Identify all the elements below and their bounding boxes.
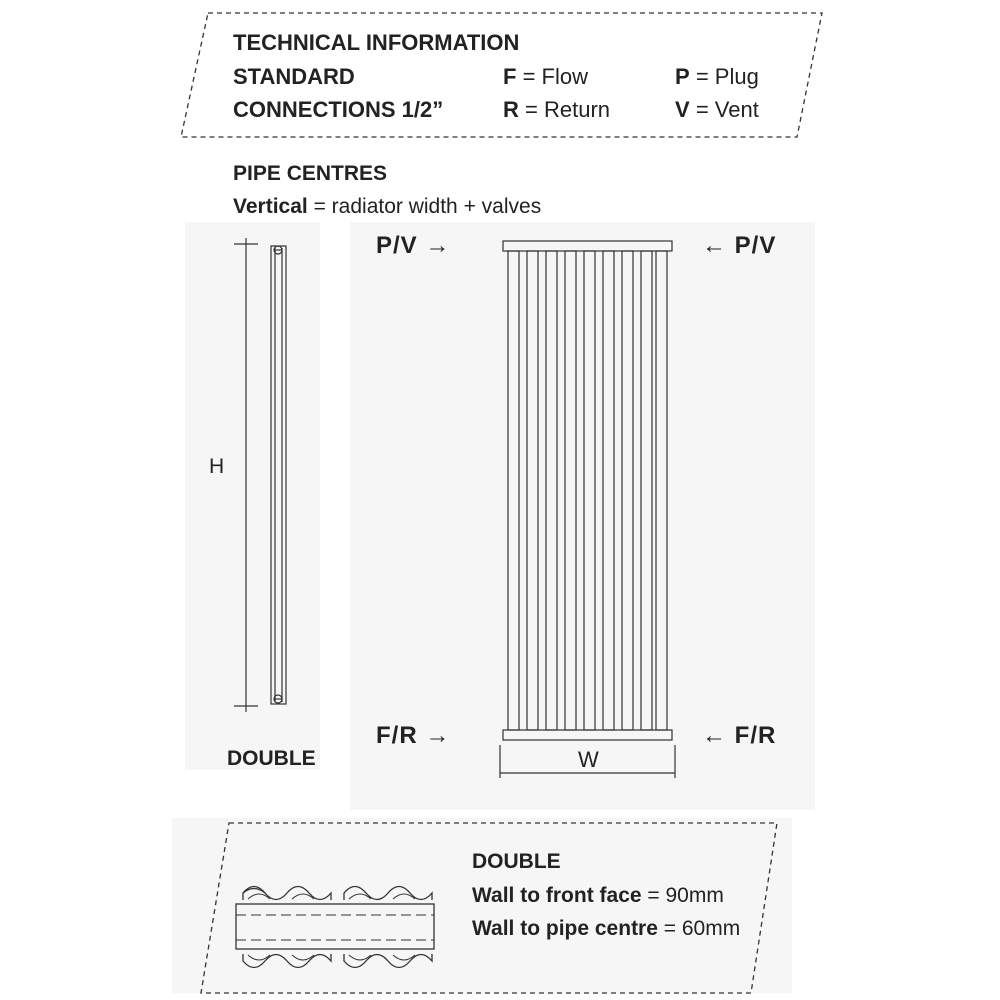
legend-code: F: [503, 64, 517, 89]
connections-label: CONNECTIONS 1/2”: [233, 97, 444, 122]
bottom-right-connection: [702, 722, 776, 750]
vertical-label: Vertical: [233, 195, 308, 218]
pipe-label: Wall to pipe centre: [472, 917, 658, 940]
pipe-value: = 60mm: [663, 917, 741, 940]
vertical-text: = radiator width + valves: [313, 195, 542, 218]
legend-vent: [675, 97, 759, 123]
legend-text: = Vent: [695, 97, 759, 122]
connection-label: F/R: [376, 722, 418, 749]
arrow-left-icon: ←: [702, 232, 727, 259]
arrow-right-icon: →: [425, 232, 451, 259]
front-label: Wall to front face: [472, 884, 642, 907]
connection-label: P/V: [376, 232, 418, 259]
legend-code: V: [675, 97, 690, 122]
legend-code: P: [675, 64, 690, 89]
arrow-right-icon: →: [425, 722, 451, 749]
standard-label: STANDARD: [233, 64, 355, 89]
vertical-line: [233, 195, 541, 219]
pipe-centres-title: PIPE CENTRES: [233, 162, 388, 185]
legend-text: = Return: [525, 97, 611, 122]
legend-return: [503, 97, 610, 123]
legend-flow: [503, 64, 588, 90]
height-label: H: [209, 455, 225, 478]
double-type-label: DOUBLE: [227, 747, 316, 770]
connection-label: P/V: [734, 232, 777, 259]
front-value: = 90mm: [647, 884, 724, 907]
top-left-connection: [376, 232, 450, 260]
radiator-front: [503, 241, 672, 740]
top-right-connection: [702, 232, 776, 260]
double-title: DOUBLE: [472, 850, 561, 873]
legend-plug: [675, 64, 759, 90]
width-label: W: [578, 747, 599, 772]
bottom-left-connection: [376, 722, 450, 750]
connection-label: F/R: [734, 722, 777, 749]
legend-code: R: [503, 97, 519, 122]
wall-to-pipe-centre: [472, 917, 740, 941]
legend-text: = Flow: [522, 64, 588, 89]
double-info-box: [201, 823, 777, 993]
double-cross-section: [236, 887, 434, 968]
arrow-left-icon: ←: [702, 722, 727, 749]
wall-to-front-face: [472, 884, 724, 908]
radiator-side-profile: [271, 246, 286, 704]
height-dimension: [234, 238, 258, 712]
legend-text: = Plug: [695, 64, 759, 89]
technical-title: TECHNICAL INFORMATION: [233, 30, 520, 55]
